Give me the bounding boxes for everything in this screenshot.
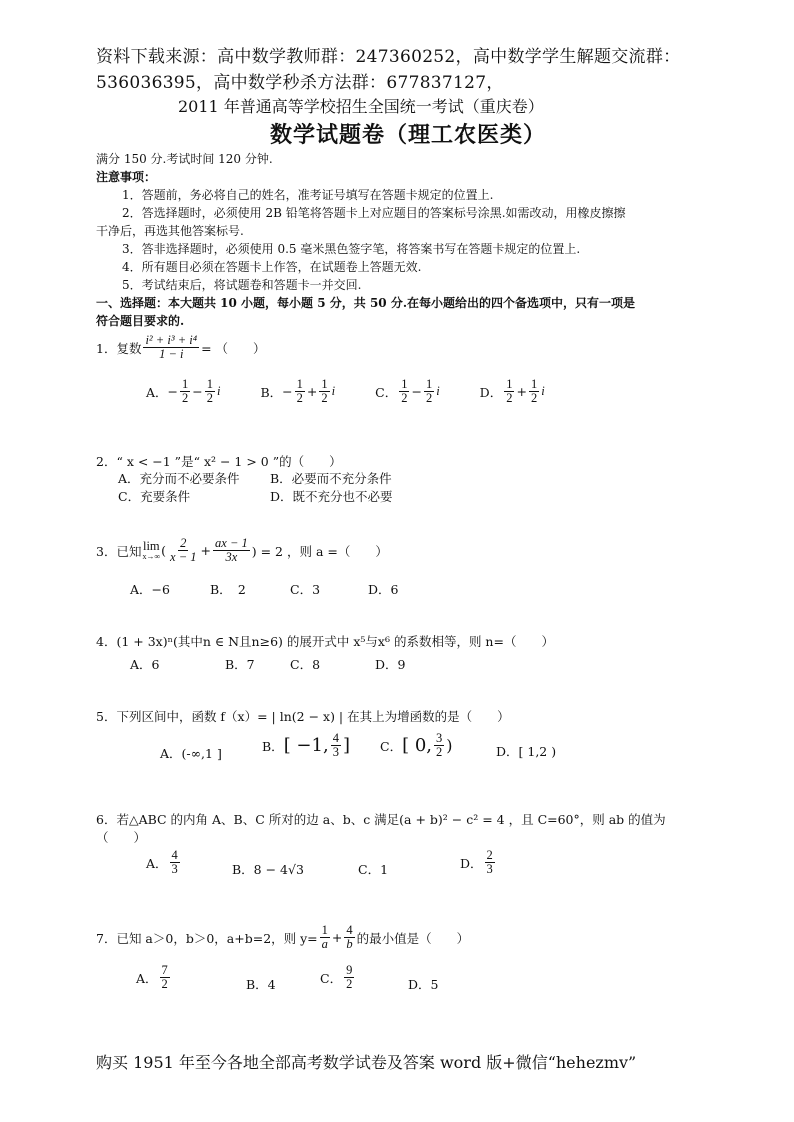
option-label: C． <box>320 970 343 986</box>
question-1-suffix: = （ ） <box>201 340 266 356</box>
question-3-option-d: D．6 <box>368 582 399 597</box>
option-fraction <box>170 849 180 876</box>
fraction-denominator: 2 <box>296 391 303 406</box>
fraction-denominator: 3 <box>486 862 493 877</box>
fraction-denominator: 2 <box>346 977 353 992</box>
question-6-option-b: B．8 − 4√3 <box>232 862 304 877</box>
question-3-option-c: C．3 <box>290 582 321 597</box>
question-7-option-d: D．5 <box>408 977 439 992</box>
question-1-option-c <box>375 378 440 405</box>
question-6-option-d <box>460 849 497 876</box>
question-7-option-b: B．4 <box>246 977 276 992</box>
question-7-fraction-2 <box>344 924 354 951</box>
fraction-denominator: 3 <box>171 862 178 877</box>
option-fraction <box>344 964 354 991</box>
question-3-limit <box>142 540 160 562</box>
plus-sign: + <box>331 930 343 946</box>
fraction-denominator: 3 <box>332 745 339 760</box>
question-7-stem <box>96 924 469 951</box>
limit-operator: lim <box>142 538 160 553</box>
option-label: A． <box>136 970 158 986</box>
footer-advert: 购买 1951 年至今各地全部高考数学试卷及答案 word 版+微信“hehezmv” <box>96 1053 637 1072</box>
note-item: 5．考试结束后，将试题卷和答题卡一并交回. <box>122 278 362 292</box>
option-fraction <box>205 378 215 405</box>
question-2-option-c: C．充要条件 <box>118 489 191 504</box>
option-operator: − <box>192 384 203 400</box>
fraction-denominator: 2 <box>506 391 513 406</box>
fraction-numerator: 9 <box>346 963 353 977</box>
option-fraction <box>295 378 305 405</box>
question-2-stem: 2．“ x < −1 ”是“ x² − 1 > 0 ”的（ ） <box>96 454 342 469</box>
question-1-denominator: 1 − i <box>159 347 184 362</box>
plus-sign: + <box>200 543 212 559</box>
option-label: D． <box>460 855 483 871</box>
question-4-option-a: A．6 <box>130 657 160 672</box>
question-3-stem <box>96 537 388 564</box>
exam-meta: 满分 150 分.考试时间 120 分钟. <box>96 152 273 166</box>
interval-right: ) <box>446 736 453 756</box>
section-heading: 一、选择题：本大题共 10 小题，每小题 5 分，共 50 分.在每小题给出的四个备选项中，只有一项是 <box>96 296 635 310</box>
note-item-continued: 干净后，再选其他答案标号. <box>96 224 244 238</box>
fraction-denominator: 2 <box>401 391 408 406</box>
note-item: 1．答题前，务必将自己的姓名，准考证号填写在答题卡规定的位置上. <box>122 188 494 202</box>
fraction-numerator: 4 <box>346 923 353 937</box>
question-4-option-b: B．7 <box>225 657 255 672</box>
fraction-numerator: 1 <box>182 377 189 391</box>
question-7-tail: 的最小值是（ ） <box>356 930 470 946</box>
question-6-stem: 6．若△ABC 的内角 A、B、C 所对的边 a、b、c 满足(a + b)² − c² = 4 ，且 C=60°，则 ab 的值为 <box>96 812 666 827</box>
question-2-option-d: D．既不充分也不必要 <box>270 489 393 504</box>
fraction-denominator: 2 <box>321 391 328 406</box>
fraction-numerator: 4 <box>171 848 178 862</box>
section-heading-continued: 符合题目要求的. <box>96 314 185 328</box>
question-3-fraction-2 <box>213 537 250 564</box>
fraction-numerator: 2 <box>486 848 493 862</box>
option-fraction <box>529 378 539 405</box>
note-item: 2．答选择题时，必须使用 2B 铅笔将答题卡上对应题目的答案标号涂黑.如需改动，用橡皮擦擦 <box>122 206 626 220</box>
option-label: D． <box>479 384 503 400</box>
interval-left: [ −1, <box>283 735 329 757</box>
question-6-option-a <box>146 849 182 876</box>
question-5-option-a: A．(-∞,1 ] <box>160 746 222 761</box>
option-label: C． <box>375 384 398 400</box>
fraction-denominator: 2 <box>182 391 189 406</box>
option-imag-unit: i <box>541 384 545 399</box>
option-fraction <box>424 378 434 405</box>
question-1-prefix: 1．复数 <box>96 340 142 356</box>
question-1-option-a <box>146 378 220 405</box>
option-fraction <box>485 849 495 876</box>
option-label: B． <box>260 384 283 400</box>
option-operator: − <box>411 384 422 400</box>
question-1-numerator: i² + i³ + i⁴ <box>145 333 198 347</box>
interval-left: [ 0, <box>402 735 432 757</box>
question-3-option-a: A．−6 <box>130 582 170 597</box>
question-3-fraction-1 <box>168 537 198 564</box>
note-item: 4．所有题目必须在答题卡上作答，在试题卷上答题无效. <box>122 260 422 274</box>
question-1-option-b <box>260 378 335 405</box>
fraction-numerator: 1 <box>296 377 303 391</box>
question-1-options <box>146 378 545 405</box>
notes-heading: 注意事项： <box>96 170 157 184</box>
option-imag-unit: i <box>331 384 336 399</box>
question-7-fraction-1 <box>320 924 330 951</box>
fraction-denominator: 3x <box>225 550 238 565</box>
option-fraction <box>434 732 444 759</box>
fraction-denominator: 2 <box>436 745 443 760</box>
fraction-numerator: 7 <box>161 963 168 977</box>
option-label: C． <box>380 738 403 754</box>
question-4-stem: 4．(1 + 3x)ⁿ(其中n ∈ N且n≥6) 的展开式中 x⁵与x⁶ 的系数相等，则 n=（ ） <box>96 634 554 649</box>
question-4-option-c: C．8 <box>290 657 321 672</box>
fraction-numerator: 3 <box>436 731 443 745</box>
question-1-fraction <box>143 334 199 361</box>
option-fraction <box>180 378 190 405</box>
option-operator: + <box>306 384 318 400</box>
fraction-numerator: 1 <box>401 377 408 391</box>
question-3-prefix: 3．已知 <box>96 543 142 559</box>
option-fraction <box>160 964 170 991</box>
question-7-option-a <box>136 964 172 991</box>
fraction-numerator: 1 <box>321 923 328 937</box>
limit-subscript: x→∞ <box>142 551 161 561</box>
question-4-option-d: D．9 <box>375 657 406 672</box>
header-line-1: 资料下载来源：高中数学教师群：247360252，高中数学学生解题交流群： <box>96 47 681 67</box>
fraction-denominator: 2 <box>530 391 538 406</box>
fraction-denominator: b <box>346 937 353 952</box>
question-2-option-a: A．充分而不必要条件 <box>118 471 240 486</box>
fraction-numerator: 2 <box>180 536 187 550</box>
question-6-option-c: C．1 <box>358 862 389 877</box>
option-fraction <box>504 378 514 405</box>
paren-open: ( <box>161 543 167 559</box>
interval-right: ] <box>342 735 350 757</box>
fraction-numerator: 1 <box>321 377 328 391</box>
question-6-stem-continued: （ ） <box>96 830 147 845</box>
option-fraction <box>331 732 341 759</box>
option-label: B． <box>262 738 284 754</box>
question-3-tail: ) = 2 ，则 a =（ ） <box>251 543 388 559</box>
option-label: A． <box>146 384 168 400</box>
question-5-option-c <box>380 732 453 759</box>
option-sign: − <box>282 384 293 400</box>
option-fraction <box>399 378 409 405</box>
question-7-prefix: 7．已知 a＞0，b＞0，a+b=2，则 y= <box>96 930 318 946</box>
option-sign: − <box>167 384 179 400</box>
question-2-option-b: B．必要而不充分条件 <box>270 471 392 486</box>
fraction-numerator: 1 <box>530 377 538 391</box>
question-1-stem <box>96 334 266 361</box>
fraction-denominator: a <box>321 937 328 952</box>
question-5-stem: 5．下列区间中，函数 f（x）= | ln(2 − x) | 在其上为增函数的是（ ） <box>96 709 510 724</box>
fraction-denominator: 2 <box>425 391 433 406</box>
option-fraction <box>319 378 329 405</box>
fraction-numerator: 1 <box>506 377 513 391</box>
fraction-numerator: 1 <box>425 377 433 391</box>
option-imag-unit: i <box>436 384 440 399</box>
option-imag-unit: i <box>217 384 221 399</box>
question-3-option-b: B． 2 <box>210 582 246 597</box>
fraction-denominator: 2 <box>161 977 168 992</box>
question-5-option-d: D．[ 1,2 ) <box>496 744 557 759</box>
fraction-denominator: x − 1 <box>170 550 197 565</box>
note-item: 3．答非选择题时，必须使用 0.5 毫米黑色签字笔，将答案书写在答题卡规定的位置上. <box>122 242 581 256</box>
option-label: A． <box>146 855 168 871</box>
fraction-denominator: 2 <box>206 391 213 406</box>
fraction-numerator: 1 <box>206 377 213 391</box>
exam-title-year: 2011 年普通高等学校招生全国统一考试（重庆卷） <box>178 97 544 116</box>
question-5-option-b <box>262 732 350 759</box>
option-operator: + <box>516 384 527 400</box>
fraction-numerator: ax − 1 <box>215 536 248 550</box>
question-7-option-c <box>320 964 356 991</box>
question-1-option-d <box>480 378 545 405</box>
header-line-2: 536036395，高中数学秒杀方法群：677837127， <box>96 73 504 93</box>
exam-title-subject: 数学试题卷（理工农医类） <box>270 122 547 148</box>
fraction-numerator: 4 <box>332 731 339 745</box>
